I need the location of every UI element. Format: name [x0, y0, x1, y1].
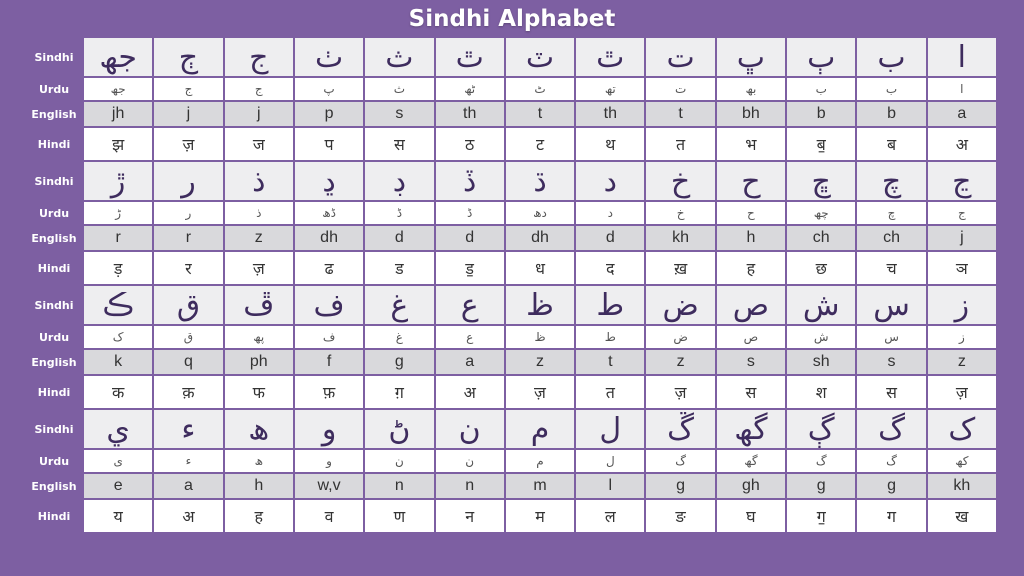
urdu-cell: ل — [576, 450, 644, 472]
row-english-4 — [84, 474, 996, 498]
sindhi-cell: ٺ — [295, 38, 363, 76]
urdu-cell: ص — [717, 326, 785, 348]
row-label-english: English — [31, 107, 77, 121]
english-cell: n — [365, 474, 433, 498]
hindi-cell: ढ — [295, 252, 363, 284]
sindhi-cell: ر — [154, 162, 222, 200]
urdu-cell: گ — [646, 450, 714, 472]
hindi-cell: ख — [928, 500, 996, 532]
english-cell: r — [84, 226, 152, 250]
english-cell: kh — [928, 474, 996, 498]
hindi-cell: ठ — [436, 128, 504, 160]
english-cell: f — [295, 350, 363, 374]
row-label-sindhi: Sindhi — [34, 298, 74, 312]
sindhi-cell: ط — [576, 286, 644, 324]
urdu-cell: تھ — [576, 78, 644, 100]
sindhi-cell: س — [857, 286, 925, 324]
hindi-cell: अ — [436, 376, 504, 408]
hindi-cell: ण — [365, 500, 433, 532]
urdu-cell: پ — [295, 78, 363, 100]
urdu-cell: گھ — [717, 450, 785, 472]
row-urdu-1 — [84, 78, 996, 100]
urdu-cell: گ — [787, 450, 855, 472]
row-sindhi-2 — [84, 162, 996, 200]
sindhi-cell: ڦ — [225, 286, 293, 324]
english-cell: bh — [717, 102, 785, 126]
sindhi-cell: ص — [717, 286, 785, 324]
urdu-cell: ھ — [225, 450, 293, 472]
sindhi-cell: ٿ — [436, 38, 504, 76]
row-label-sindhi: Sindhi — [34, 422, 74, 436]
urdu-cell: ڈ — [365, 202, 433, 224]
urdu-cell: ز — [928, 326, 996, 348]
english-cell: g — [365, 350, 433, 374]
hindi-cell: ड़ — [84, 252, 152, 284]
sindhi-cell: ٽ — [506, 38, 574, 76]
urdu-cell: ن — [436, 450, 504, 472]
english-cell: sh — [787, 350, 855, 374]
english-cell: p — [295, 102, 363, 126]
row-label-hindi: Hindi — [37, 137, 71, 151]
hindi-cell: फ — [225, 376, 293, 408]
urdu-cell: ذ — [225, 202, 293, 224]
urdu-cell: م — [506, 450, 574, 472]
sindhi-cell: ٻ — [787, 38, 855, 76]
english-cell: jh — [84, 102, 152, 126]
row-label-sindhi: Sindhi — [34, 50, 74, 64]
row-hindi-4 — [84, 500, 996, 532]
sindhi-cell: ض — [646, 286, 714, 324]
sindhi-cell: ڙ — [84, 162, 152, 200]
hindi-cell: द — [576, 252, 644, 284]
hindi-cell: ङ — [646, 500, 714, 532]
english-cell: b — [787, 102, 855, 126]
sindhi-cell: ت — [646, 38, 714, 76]
hindi-cell: स — [365, 128, 433, 160]
row-label-urdu: Urdu — [38, 454, 70, 468]
english-cell: j — [225, 102, 293, 126]
hindi-cell: च — [857, 252, 925, 284]
urdu-cell: کھ — [928, 450, 996, 472]
hindi-cell: ग — [857, 500, 925, 532]
hindi-cell: ह — [225, 500, 293, 532]
hindi-cell: ब — [857, 128, 925, 160]
urdu-cell: دھ — [506, 202, 574, 224]
hindi-cell: ख़ — [646, 252, 714, 284]
row-hindi-2 — [84, 252, 996, 284]
sindhi-cell: جھ — [84, 38, 152, 76]
hindi-cell: ध — [506, 252, 574, 284]
row-label-hindi: Hindi — [37, 509, 71, 523]
sindhi-cell: ق — [154, 286, 222, 324]
sindhi-cell: ڊ — [365, 162, 433, 200]
sindhi-cell: خ — [646, 162, 714, 200]
row-urdu-2 — [84, 202, 996, 224]
english-cell: a — [436, 350, 504, 374]
row-label-hindi: Hindi — [37, 261, 71, 275]
row-hindi-3 — [84, 376, 996, 408]
english-cell: n — [436, 474, 504, 498]
hindi-cell: थ — [576, 128, 644, 160]
urdu-cell: د — [576, 202, 644, 224]
hindi-cell: ग़ — [365, 376, 433, 408]
hindi-cell: अ — [928, 128, 996, 160]
sindhi-cell: ڳ — [787, 410, 855, 448]
hindi-cell: स — [857, 376, 925, 408]
sindhi-cell: ء — [154, 410, 222, 448]
sindhi-cell: ف — [295, 286, 363, 324]
english-cell: d — [365, 226, 433, 250]
sindhi-cell: ک — [928, 410, 996, 448]
english-cell: b — [857, 102, 925, 126]
english-cell: m — [506, 474, 574, 498]
hindi-cell: ट — [506, 128, 574, 160]
sindhi-cell: د — [576, 162, 644, 200]
urdu-cell: ب — [787, 78, 855, 100]
urdu-cell: چ — [857, 202, 925, 224]
urdu-cell: ر — [154, 202, 222, 224]
urdu-cell: ٹ — [506, 78, 574, 100]
sindhi-cell: ث — [365, 38, 433, 76]
english-cell: k — [84, 350, 152, 374]
sindhi-cell: گ — [857, 410, 925, 448]
row-label-urdu: Urdu — [38, 330, 70, 344]
sindhi-cell: ع — [436, 286, 504, 324]
english-cell: gh — [717, 474, 785, 498]
hindi-cell: ज़ — [154, 128, 222, 160]
hindi-cell: म — [506, 500, 574, 532]
row-english-1 — [84, 102, 996, 126]
hindi-cell: ह — [717, 252, 785, 284]
urdu-cell: ی — [84, 450, 152, 472]
english-cell: s — [365, 102, 433, 126]
hindi-cell: क़ — [154, 376, 222, 408]
english-cell: g — [787, 474, 855, 498]
english-cell: a — [154, 474, 222, 498]
english-cell: ph — [225, 350, 293, 374]
sindhi-cell: ا — [928, 38, 996, 76]
urdu-cell: ح — [717, 202, 785, 224]
sindhi-cell: ظ — [506, 286, 574, 324]
sindhi-cell: ڃ — [928, 162, 996, 200]
sindhi-cell: ح — [717, 162, 785, 200]
sindhi-cell: ش — [787, 286, 855, 324]
urdu-cell: جھ — [84, 78, 152, 100]
hindi-cell: छ — [787, 252, 855, 284]
sindhi-cell: ھ — [225, 410, 293, 448]
urdu-cell: بھ — [717, 78, 785, 100]
urdu-cell: ڈ — [436, 202, 504, 224]
urdu-cell: ن — [365, 450, 433, 472]
hindi-cell: व — [295, 500, 363, 532]
urdu-cell: ظ — [506, 326, 574, 348]
row-sindhi-4 — [84, 410, 996, 448]
urdu-cell: س — [857, 326, 925, 348]
english-cell: a — [928, 102, 996, 126]
sindhi-cell: ڌ — [506, 162, 574, 200]
english-cell: th — [576, 102, 644, 126]
english-cell: d — [436, 226, 504, 250]
row-sindhi-1 — [84, 38, 996, 76]
urdu-cell: غ — [365, 326, 433, 348]
hindi-cell: ज़ — [928, 376, 996, 408]
english-cell: t — [646, 102, 714, 126]
row-label-sindhi: Sindhi — [34, 174, 74, 188]
sindhi-cell: ڱ — [646, 410, 714, 448]
row-english-2 — [84, 226, 996, 250]
sindhi-cell: ن — [436, 410, 504, 448]
sindhi-cell: ذ — [225, 162, 293, 200]
hindi-cell: त — [576, 376, 644, 408]
urdu-cell: ج — [225, 78, 293, 100]
sindhi-cell: غ — [365, 286, 433, 324]
hindi-cell: ञ — [928, 252, 996, 284]
sindhi-cell: ڻ — [365, 410, 433, 448]
english-cell: r — [154, 226, 222, 250]
english-cell: h — [225, 474, 293, 498]
sindhi-cell: ڪ — [84, 286, 152, 324]
sindhi-cell: ي — [84, 410, 152, 448]
sindhi-cell: م — [506, 410, 574, 448]
hindi-cell: ज — [225, 128, 293, 160]
row-label-english: English — [31, 479, 77, 493]
hindi-cell: प — [295, 128, 363, 160]
english-cell: z — [225, 226, 293, 250]
row-label-hindi: Hindi — [37, 385, 71, 399]
english-cell: t — [506, 102, 574, 126]
english-cell: g — [646, 474, 714, 498]
urdu-cell: ث — [365, 78, 433, 100]
urdu-cell: گ — [857, 450, 925, 472]
hindi-cell: ज़ — [506, 376, 574, 408]
english-cell: d — [576, 226, 644, 250]
urdu-cell: چھ — [787, 202, 855, 224]
sindhi-cell: چ — [857, 162, 925, 200]
hindi-cell: घ — [717, 500, 785, 532]
urdu-cell: و — [295, 450, 363, 472]
sindhi-cell: ڀ — [717, 38, 785, 76]
row-label-english: English — [31, 231, 77, 245]
hindi-cell: ब॒ — [787, 128, 855, 160]
english-cell: ch — [857, 226, 925, 250]
hindi-cell: ल — [576, 500, 644, 532]
hindi-cell: न — [436, 500, 504, 532]
row-label-urdu: Urdu — [38, 206, 70, 220]
english-cell: j — [154, 102, 222, 126]
urdu-cell: ا — [928, 78, 996, 100]
hindi-cell: ज़ — [225, 252, 293, 284]
sindhi-cell: ل — [576, 410, 644, 448]
urdu-cell: ش — [787, 326, 855, 348]
hindi-cell: श — [787, 376, 855, 408]
hindi-cell: य — [84, 500, 152, 532]
urdu-cell: ٹھ — [436, 78, 504, 100]
english-cell: h — [717, 226, 785, 250]
hindi-cell: क — [84, 376, 152, 408]
hindi-cell: झ — [84, 128, 152, 160]
urdu-cell: ف — [295, 326, 363, 348]
urdu-cell: ج — [928, 202, 996, 224]
urdu-cell: خ — [646, 202, 714, 224]
sindhi-cell: ڍ — [295, 162, 363, 200]
urdu-cell: ج — [154, 78, 222, 100]
row-label-urdu: Urdu — [38, 82, 70, 96]
sindhi-cell: ڇ — [787, 162, 855, 200]
row-urdu-4 — [84, 450, 996, 472]
hindi-cell: अ — [154, 500, 222, 532]
sindhi-cell: و — [295, 410, 363, 448]
hindi-cell: ड — [365, 252, 433, 284]
english-cell: z — [646, 350, 714, 374]
hindi-cell: ड॒ — [436, 252, 504, 284]
hindi-cell: ग॒ — [787, 500, 855, 532]
english-cell: dh — [506, 226, 574, 250]
english-cell: z — [506, 350, 574, 374]
row-urdu-3 — [84, 326, 996, 348]
urdu-cell: ت — [646, 78, 714, 100]
sindhi-cell: ٿ — [576, 38, 644, 76]
english-cell: q — [154, 350, 222, 374]
sindhi-cell: ج — [225, 38, 293, 76]
english-cell: ch — [787, 226, 855, 250]
sindhi-cell: گھ — [717, 410, 785, 448]
urdu-cell: ڈھ — [295, 202, 363, 224]
urdu-cell: ض — [646, 326, 714, 348]
english-cell: s — [717, 350, 785, 374]
urdu-cell: ء — [154, 450, 222, 472]
hindi-cell: फ़ — [295, 376, 363, 408]
hindi-cell: ज़ — [646, 376, 714, 408]
page-title: Sindhi Alphabet — [408, 6, 616, 32]
urdu-cell: پھ — [225, 326, 293, 348]
hindi-cell: भ — [717, 128, 785, 160]
english-cell: t — [576, 350, 644, 374]
english-cell: kh — [646, 226, 714, 250]
sindhi-cell: ز — [928, 286, 996, 324]
urdu-cell: ب — [857, 78, 925, 100]
english-cell: s — [857, 350, 925, 374]
english-cell: z — [928, 350, 996, 374]
hindi-cell: त — [646, 128, 714, 160]
english-cell: j — [928, 226, 996, 250]
hindi-cell: र — [154, 252, 222, 284]
english-cell: l — [576, 474, 644, 498]
row-label-english: English — [31, 355, 77, 369]
hindi-cell: स — [717, 376, 785, 408]
urdu-cell: ق — [154, 326, 222, 348]
urdu-cell: ط — [576, 326, 644, 348]
row-english-3 — [84, 350, 996, 374]
row-hindi-1 — [84, 128, 996, 160]
english-cell: th — [436, 102, 504, 126]
english-cell: dh — [295, 226, 363, 250]
english-cell: e — [84, 474, 152, 498]
urdu-cell: ع — [436, 326, 504, 348]
urdu-cell: ڑ — [84, 202, 152, 224]
english-cell: g — [857, 474, 925, 498]
sindhi-cell: ڏ — [436, 162, 504, 200]
sindhi-cell: ڄ — [154, 38, 222, 76]
sindhi-cell: ب — [857, 38, 925, 76]
urdu-cell: ک — [84, 326, 152, 348]
row-sindhi-3 — [84, 286, 996, 324]
english-cell: w,v — [295, 474, 363, 498]
